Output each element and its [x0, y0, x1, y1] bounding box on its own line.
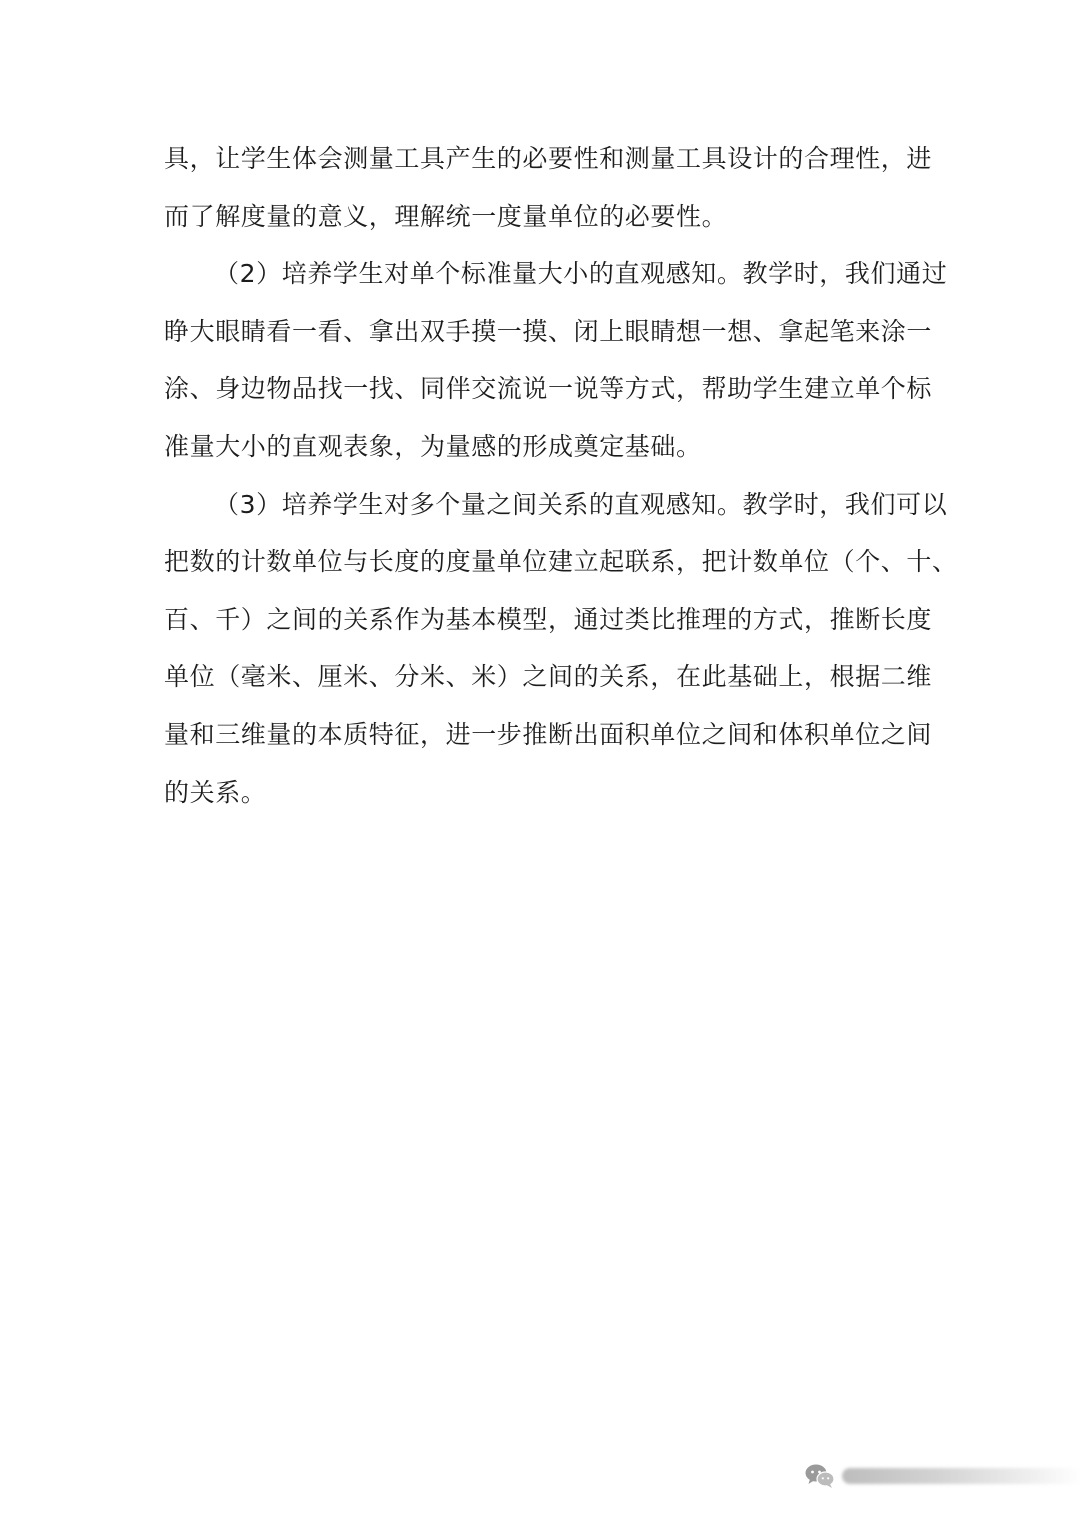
text-line: 涂、身边物品找一找、同伴交流说一说等方式，帮助学生建立单个标: [164, 374, 933, 404]
paragraph-start-line: （2）培养学生对单个标准量大小的直观感知。教学时，我们通过: [214, 259, 948, 289]
text-line: 准量大小的直观表象，为量感的形成奠定基础。: [164, 431, 702, 461]
text-line: 单位（毫米、厘米、分米、米）之间的关系，在此基础上，根据二维: [164, 662, 933, 692]
text-line: 把数的计数单位与长度的度量单位建立起联系，把计数单位（个、十、: [164, 547, 958, 577]
document-body: [164, 130, 958, 821]
wechat-icon: [804, 1463, 836, 1489]
watermark: [804, 1462, 1080, 1490]
text-line: 百、千）之间的关系作为基本模型，通过类比推理的方式，推断长度: [164, 604, 933, 634]
text-line: 量和三维量的本质特征，进一步推断出面积单位之间和体积单位之间: [164, 719, 933, 749]
paragraph-start-line: （3）培养学生对多个量之间关系的直观感知。教学时，我们可以: [214, 489, 948, 519]
text-line: 而了解度量的意义，理解统一度量单位的必要性。: [164, 201, 728, 231]
watermark-blur-bar: [842, 1468, 1080, 1484]
text-line: 具，让学生体会测量工具产生的必要性和测量工具设计的合理性，进: [164, 144, 933, 173]
text-line: 睁大眼睛看一看、拿出双手摸一摸、闭上眼睛想一想、拿起笔来涂一: [164, 316, 933, 346]
text-line: 的关系。: [164, 777, 267, 807]
